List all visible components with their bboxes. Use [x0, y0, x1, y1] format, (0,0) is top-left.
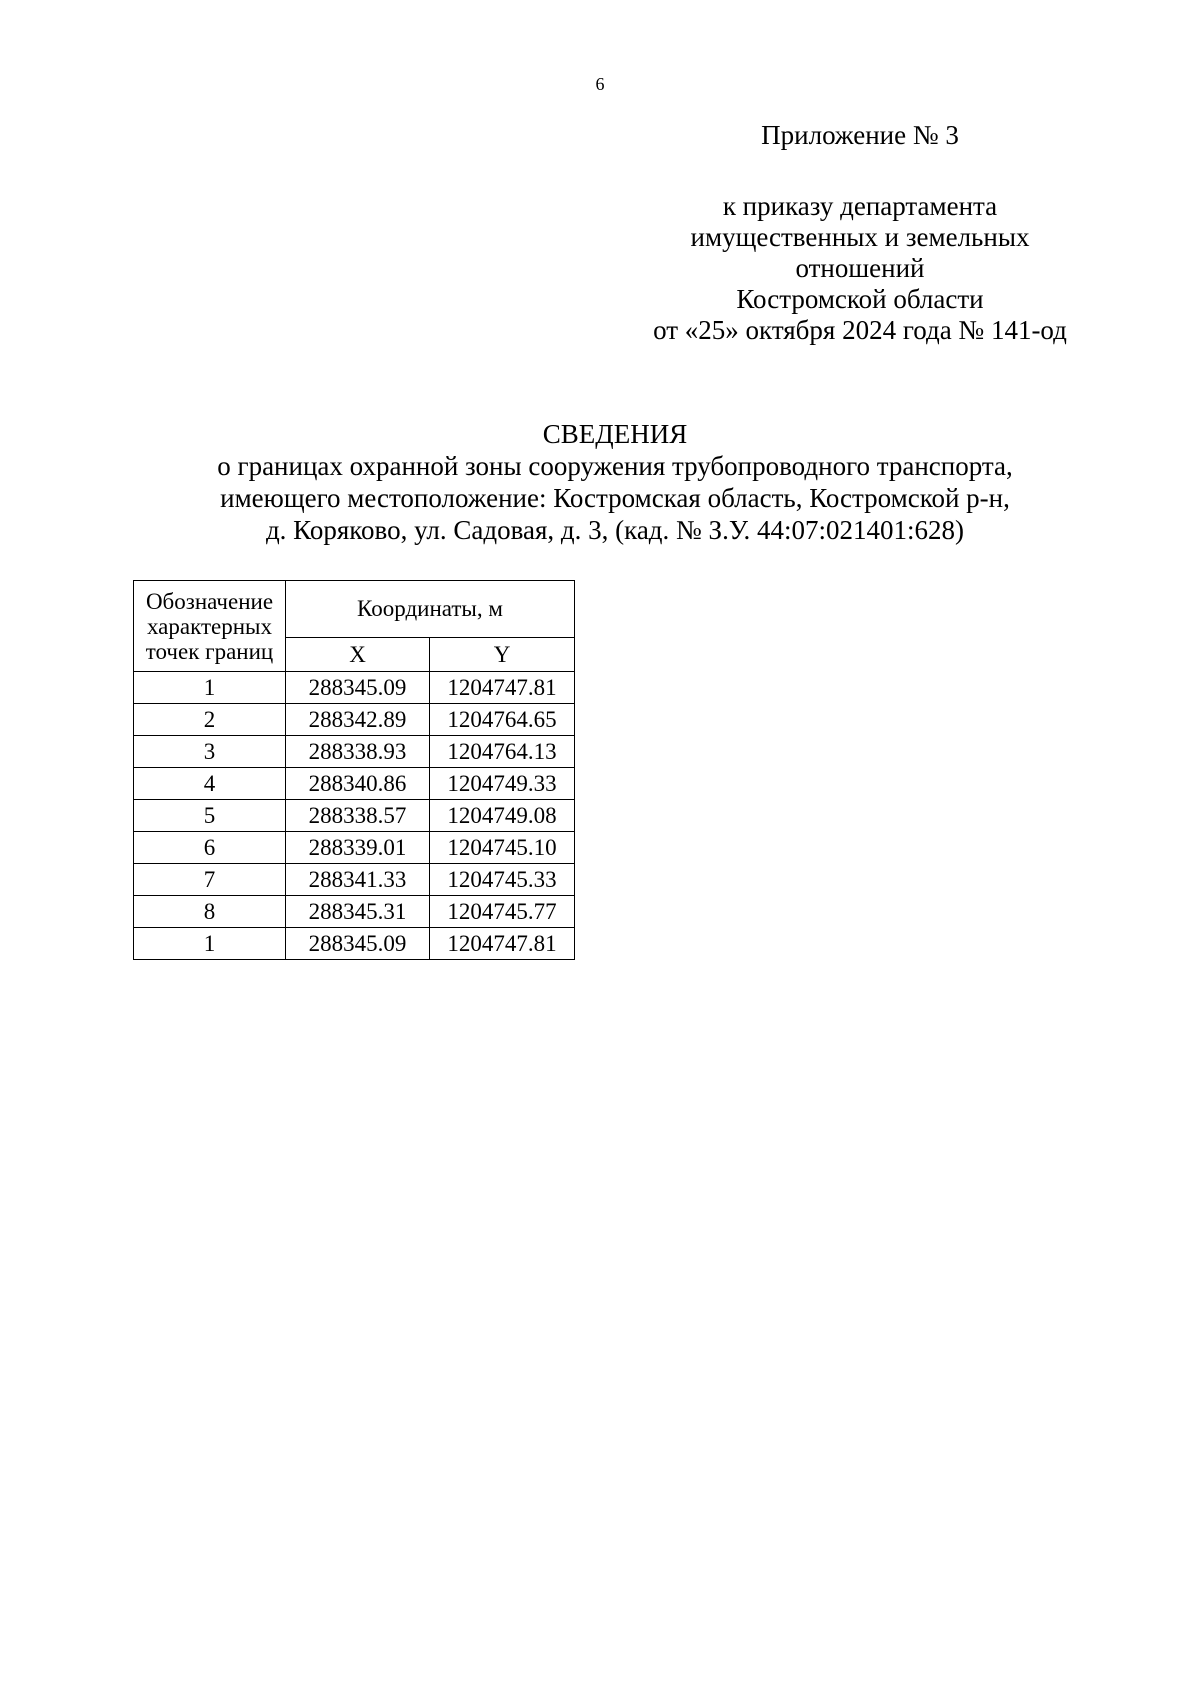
x-cell: 288345.31	[286, 896, 430, 928]
order-ref-line: к приказу департамента	[722, 191, 998, 221]
point-cell: 2	[134, 704, 286, 736]
order-ref-line: Костромской области	[736, 284, 984, 314]
x-cell: 288338.93	[286, 736, 430, 768]
y-cell: 1204764.13	[430, 736, 575, 768]
coordinates-header: Координаты, м	[286, 581, 575, 638]
y-cell: 1204745.77	[430, 896, 575, 928]
point-cell: 1	[134, 928, 286, 960]
coordinates-table-body	[134, 672, 575, 960]
y-cell: 1204747.81	[430, 672, 575, 704]
point-cell: 8	[134, 896, 286, 928]
x-cell: 288345.09	[286, 928, 430, 960]
table-row	[134, 800, 575, 832]
x-cell: 288342.89	[286, 704, 430, 736]
page-number: 6	[595, 74, 605, 94]
table-row	[134, 832, 575, 864]
y-cell: 1204749.08	[430, 800, 575, 832]
header-line: характерных	[146, 613, 272, 639]
heading-line: д. Коряково, ул. Садовая, д. 3, (кад. № З.У. 44:07:021401:628)	[265, 515, 965, 545]
point-cell: 7	[134, 864, 286, 896]
table-row	[134, 672, 575, 704]
point-cell: 1	[134, 672, 286, 704]
point-cell: 4	[134, 768, 286, 800]
document-heading	[100, 418, 1130, 546]
table-row	[134, 736, 575, 768]
header-line: точек границ	[145, 638, 274, 664]
x-cell: 288338.57	[286, 800, 430, 832]
point-cell: 5	[134, 800, 286, 832]
table-row	[134, 864, 575, 896]
table-row	[134, 896, 575, 928]
table-row	[134, 704, 575, 736]
y-cell: 1204747.81	[430, 928, 575, 960]
order-ref-line: имущественных и земельных	[690, 222, 1030, 252]
y-cell: 1204745.10	[430, 832, 575, 864]
order-reference	[625, 191, 1095, 346]
order-ref-line: отношений	[795, 253, 925, 283]
table-row	[134, 768, 575, 800]
header-line: Обозначение	[145, 588, 274, 614]
order-ref-line: от «25» октября 2024 года № 141-од	[653, 315, 1067, 345]
x-cell: 288339.01	[286, 832, 430, 864]
heading-line: имеющего местоположение: Костромская область, Костромской р-н,	[220, 483, 1010, 513]
x-cell: 288341.33	[286, 864, 430, 896]
point-cell: 3	[134, 736, 286, 768]
y-header: Y	[430, 637, 575, 671]
table-row	[134, 928, 575, 960]
x-cell: 288340.86	[286, 768, 430, 800]
document-title: СВЕДЕНИЯ	[542, 419, 688, 449]
coordinates-table	[133, 580, 575, 960]
y-cell: 1204764.65	[430, 704, 575, 736]
y-cell: 1204749.33	[430, 768, 575, 800]
point-designation-header	[134, 581, 286, 672]
y-cell: 1204745.33	[430, 864, 575, 896]
heading-line: о границах охранной зоны сооружения трубопроводного транспорта,	[217, 451, 1013, 481]
annex-title: Приложение № 3	[761, 120, 959, 150]
x-cell: 288345.09	[286, 672, 430, 704]
point-cell: 6	[134, 832, 286, 864]
x-header: X	[286, 637, 430, 671]
